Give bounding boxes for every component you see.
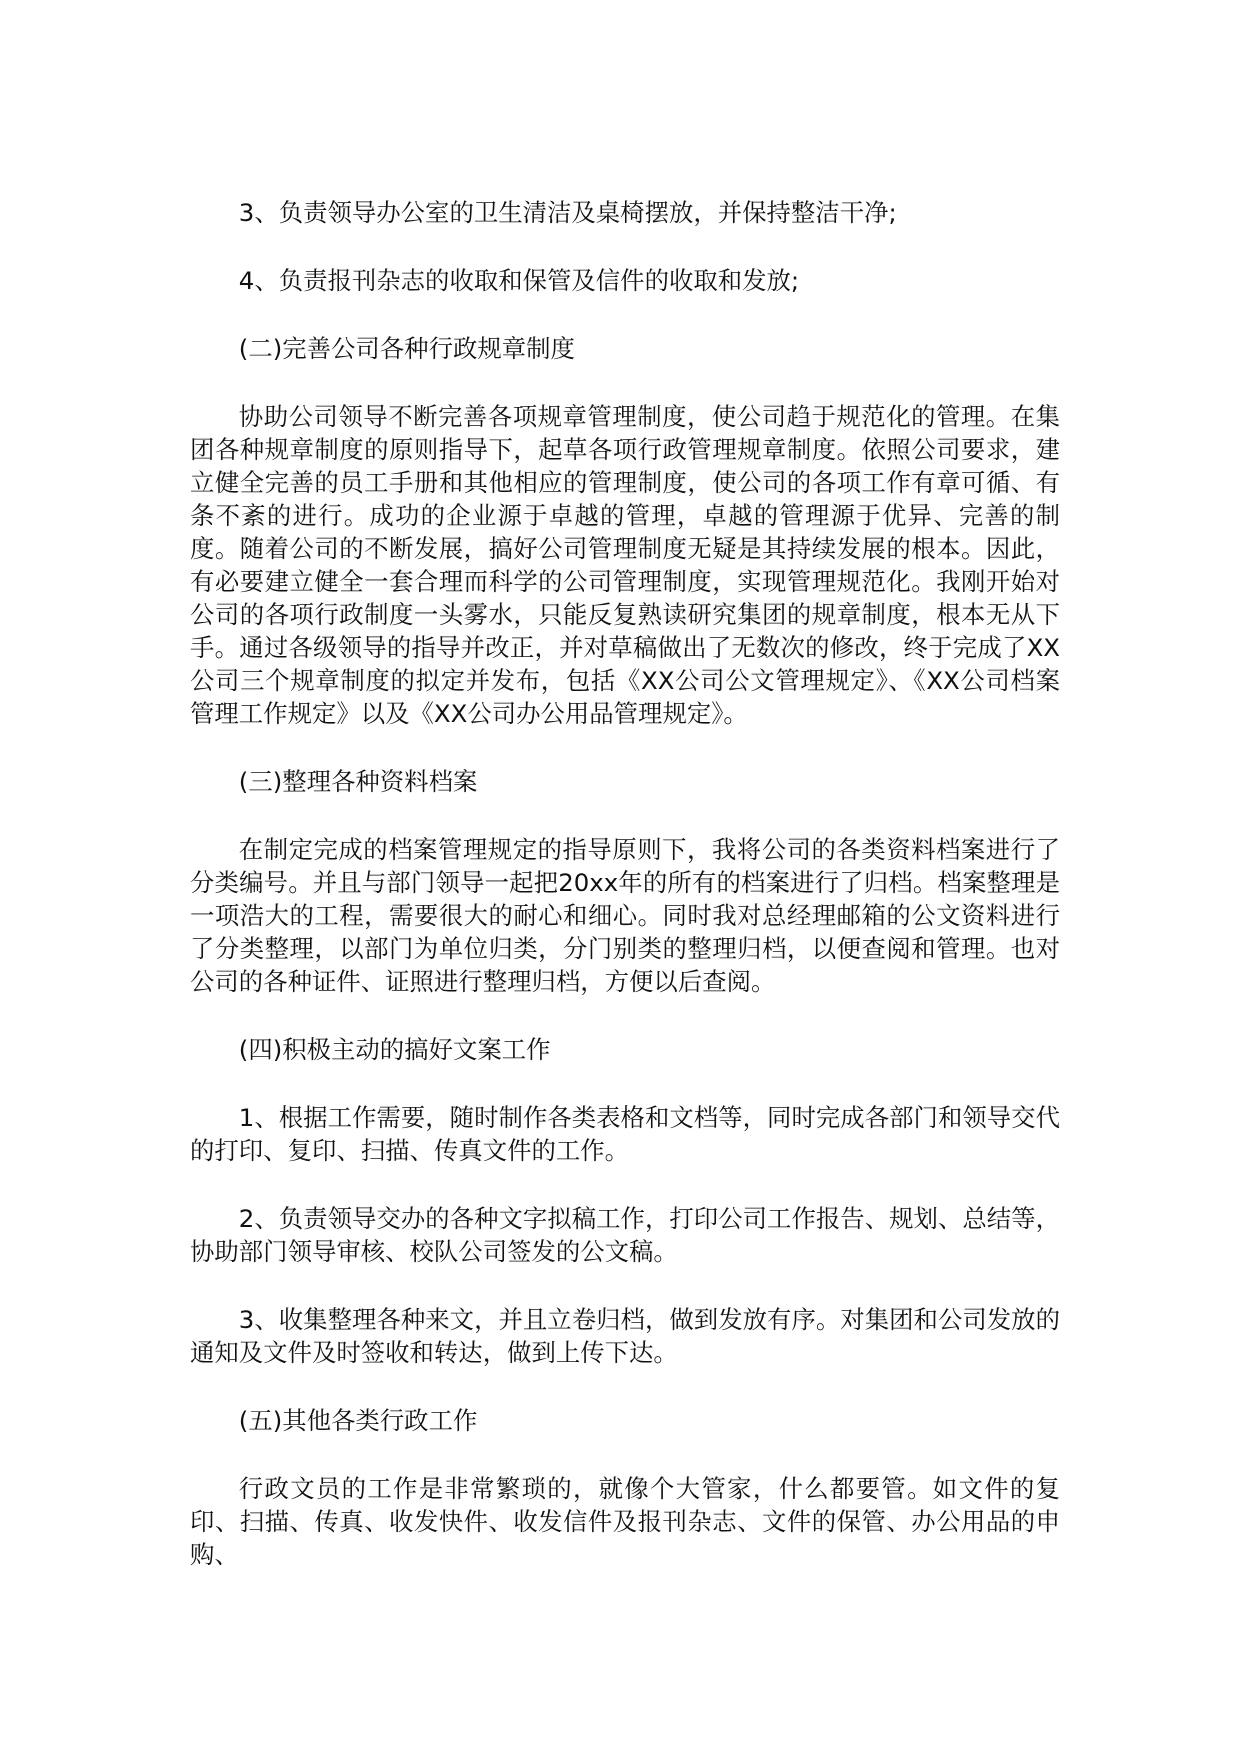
paragraph-regulations: 协助公司领导不断完善各项规章管理制度，使公司趋于规范化的管理。在集团各种规章制度的原则指导下，起草各项行政管理规章制度。依照公司要求，建立健全完善的员工手册和其他相应的管理制度，使公司的各项工作有章可循、有条不紊的进行。成功的企业源于卓越的管理，卓越的管理源于优异、完善的制度。随着公司的不断发展，搞好公司管理制度无疑是其持续发展的根本。因此，有必要建立健全一套合理而科学的公司管理制度，实现管理规范化。我刚开始对公司的各项行政制度一头雾水，只能反复熟读研究集团的规章制度，根本无从下手。通过各级领导的指导并改正，并对草稿做出了无数次的修改，终于完成了XX公司三个规章制度的拟定并发布，包括《XX公司公文管理规定》、《XX公司档案管理工作规定》以及《XX公司办公用品管理规定》。 (190, 402, 1060, 728)
paragraph-copywork-1: 1、根据工作需要，随时制作各类表格和文档等，同时完成各部门和领导交代的打印、复印、扫描、传真文件的工作。 (190, 1103, 1060, 1165)
section-heading-3: (三)整理各种资料档案 (238, 767, 478, 796)
paragraph-copywork-3: 3、收集整理各种来文，并且立卷归档，做到发放有序。对集团和公司发放的通知及文件及时签收和转达，做到上传下达。 (190, 1305, 1060, 1367)
paragraph-copywork-2: 2、负责领导交办的各种文字拟稿工作，打印公司工作报告、规划、总结等，协助部门领导审核、校队公司签发的公文稿。 (190, 1204, 1060, 1266)
paragraph-archives: 在制定完成的档案管理规定的指导原则下，我将公司的各类资料档案进行了分类编号。并且与部门领导一起把20xx年的所有的档案进行了归档。档案整理是一项浩大的工程，需要很大的耐心和细心。同时我对总经理邮箱的公文资料进行了分类整理，以部门为单位归类，分门别类的整理归档，以便查阅和管理。也对公司的各种证件、证照进行整理归档，方便以后查阅。 (190, 835, 1060, 996)
section-heading-4: (四)积极主动的搞好文案工作 (238, 1035, 551, 1064)
section-heading-2: (二)完善公司各种行政规章制度 (238, 334, 575, 363)
paragraph-other-work: 行政文员的工作是非常繁琐的，就像个大管家，什么都要管。如文件的复印、扫描、传真、收发快件、收发信件及报刊杂志、文件的保管、办公用品的申购、 (190, 1474, 1060, 1569)
paragraph-duty-3: 3、负责领导办公室的卫生清洁及桌椅摆放，并保持整洁干净; (238, 198, 897, 227)
section-heading-5: (五)其他各类行政工作 (238, 1406, 478, 1435)
paragraph-duty-4: 4、负责报刊杂志的收取和保管及信件的收取和发放; (238, 266, 800, 295)
document-body (190, 196, 1060, 1571)
